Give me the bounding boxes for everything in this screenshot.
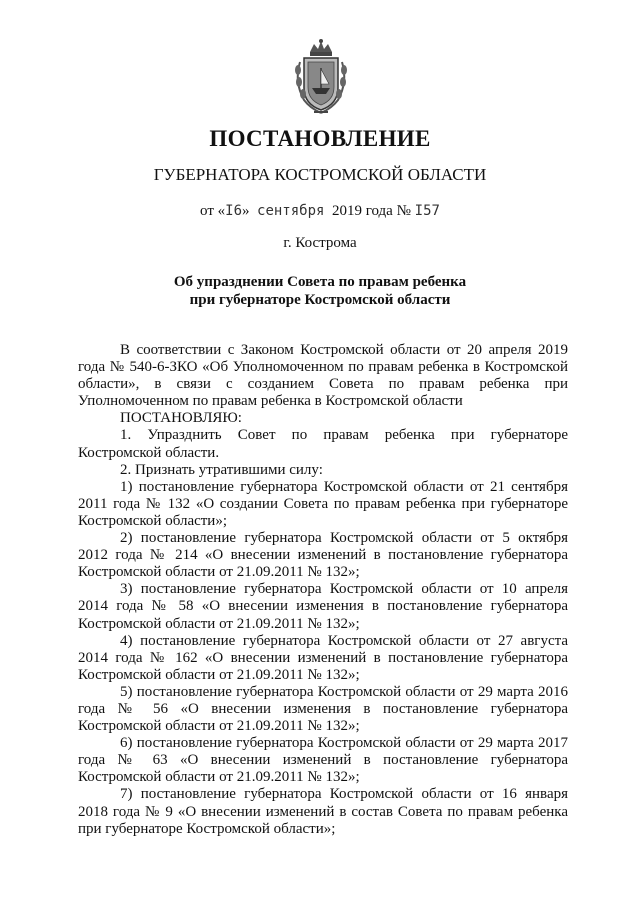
heading-line-2: при губернаторе Костромской области bbox=[189, 292, 451, 308]
sub-item-2: 2) постановление губернатора Костромской области от 5 октября 2012 года № 214 «О внесении изменений в постановление губернатора Костромской области от 21.09.2011 № 132»; bbox=[78, 530, 568, 581]
sub-item-7: 7) постановление губернатора Костромской области от 16 января 2018 года № 9 «О внесении изменений в состав Совета по правам ребенка при губернаторе Костромской области»; bbox=[78, 786, 568, 837]
date-day: I6 bbox=[225, 203, 243, 219]
heading-line-1: Об упразднении Совета по правам ребенка bbox=[173, 274, 467, 290]
date-day-close: » bbox=[242, 203, 250, 219]
sub-item-5: 5) постановление губернатора Костромской области от 29 марта 2016 года № 56 «О внесении изменения в постановление губернатора Костромской области от 21.09.2011 № 132»; bbox=[78, 683, 568, 735]
date-prefix: от « bbox=[200, 203, 226, 219]
item-1: 1. Упразднить Совет по правам ребенка при губернаторе Костромской области. bbox=[78, 427, 568, 461]
item-2: 2. Признать утратившими силу: bbox=[120, 461, 323, 478]
document-number: I57 bbox=[414, 203, 440, 219]
date-number-line bbox=[0, 203, 640, 220]
preamble-paragraph: В соответствии с Законом Костромской области от 20 апреля 2019 года № 540-6-ЗКО «Об Уполномоченном по правам ребенка в Костромской области», в связи с созданием Совета по правам ребенка при Уполномоченном по правам ребенка в Костромской области bbox=[78, 342, 568, 410]
date-year: 2019 года № bbox=[331, 203, 411, 219]
issuer-subtitle: ГУБЕРНАТОРА КОСТРОМСКОЙ ОБЛАСТИ bbox=[153, 165, 487, 184]
coat-of-arms-icon bbox=[290, 38, 352, 116]
document-heading bbox=[0, 273, 640, 309]
document-body bbox=[78, 342, 568, 838]
city-line: г. Кострома bbox=[283, 235, 357, 251]
sub-item-3: 3) постановление губернатора Костромской области от 10 апреля 2014 года № 58 «О внесении изменения в постановление губернатора Костромской области от 21.09.2011 № 132»; bbox=[78, 581, 568, 632]
document-type-title: ПОСТАНОВЛЕНИЕ bbox=[209, 126, 431, 151]
sub-item-6: 6) постановление губернатора Костромской области от 29 марта 2017 года № 63 «О внесении изменений в постановление губернатора Костромской области от 21.09.2011 № 132»; bbox=[78, 735, 568, 786]
sub-item-1: 1) постановление губернатора Костромской области от 21 сентября 2011 года № 132 «О создании Совета по правам ребенка при губернаторе Костромской области»; bbox=[78, 478, 568, 529]
date-month: сентября bbox=[257, 203, 325, 219]
sub-item-4: 4) постановление губернатора Костромской области от 27 августа 2014 года № 162 «О внесении изменений в постановление губернатора Костромской области от 21.09.2011 № 132»; bbox=[78, 632, 568, 683]
decree-word: ПОСТАНОВЛЯЮ: bbox=[120, 410, 242, 427]
